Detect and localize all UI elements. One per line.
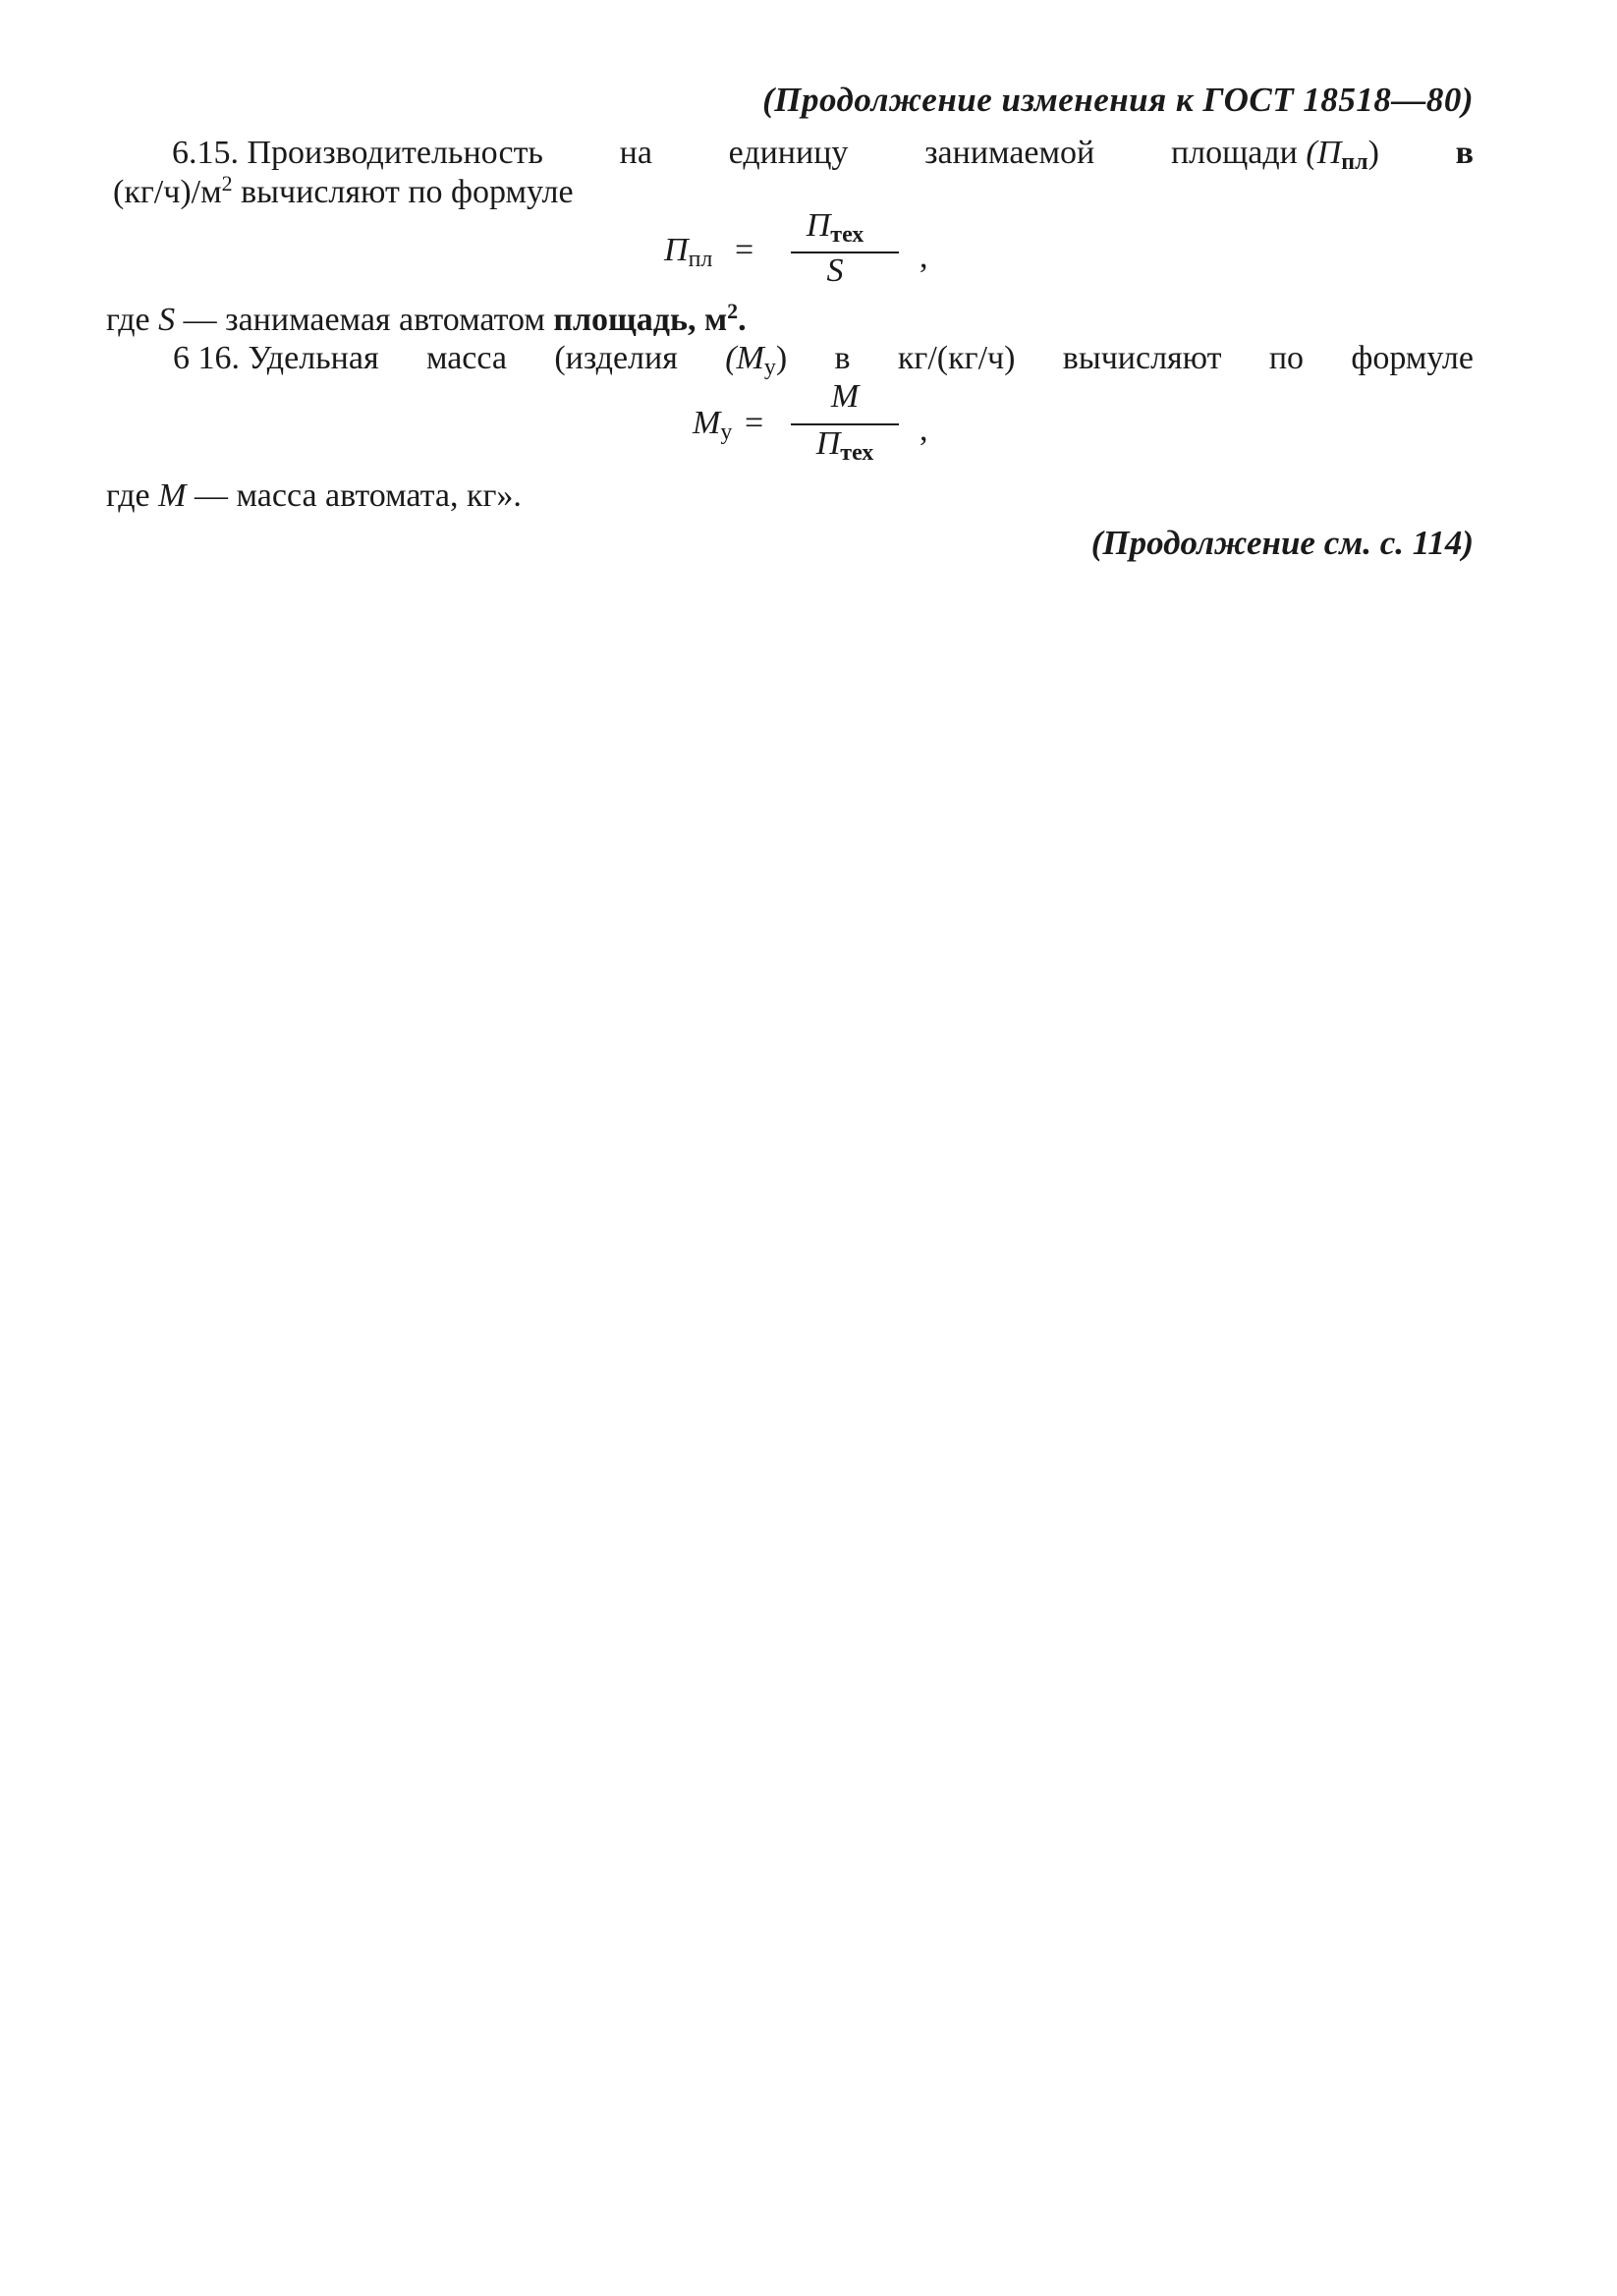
where-s-definition: где S — занимаемая автоматом площадь, $м^2$. bbox=[106, 299, 747, 338]
where-m-definition: где М — масса автомата, кг». bbox=[106, 477, 522, 514]
clause-6-15-line-2: $(кг/ч)/м^2$ вычисляют по формуле bbox=[113, 171, 574, 210]
clause-6-15-number: 6.15. bbox=[172, 135, 239, 171]
clause-6-15-line-1: 6.15. Производительность на единицу занимаемой площади $(П_{пл})$ в bbox=[172, 135, 1474, 175]
footer-continuation: (Продолжение см. с. 114) bbox=[1090, 524, 1474, 562]
header-continuation: (Продолжение изменения к ГОСТ 18518—80) bbox=[762, 81, 1474, 119]
document-page: (Продолжение изменения к ГОСТ 18518—80) 6.15. Производительность на единицу занимаемой площади $(П_{пл})$ в $(кг/ч)/м^2$ вычисляют по формуле $П_{пл}$ = $П_{тех}$ S , где S — занимаемая автоматом площадь, $м^2$. 6 16. Удельная масса (изделия $(М_у)$ в кг/(кг/ч) вычисляют по формуле $М_у$ = М $П_{тех}$ , где М — масса автомата, кг». (Продолжение см. с. 114) bbox=[106, 81, 1474, 562]
clause-6-16-number: 6 16. bbox=[173, 340, 240, 376]
clause-6-16-line: 6 16. Удельная масса (изделия $(М_у)$ в кг/(кг/ч) вычисляют по формуле bbox=[173, 340, 1474, 380]
